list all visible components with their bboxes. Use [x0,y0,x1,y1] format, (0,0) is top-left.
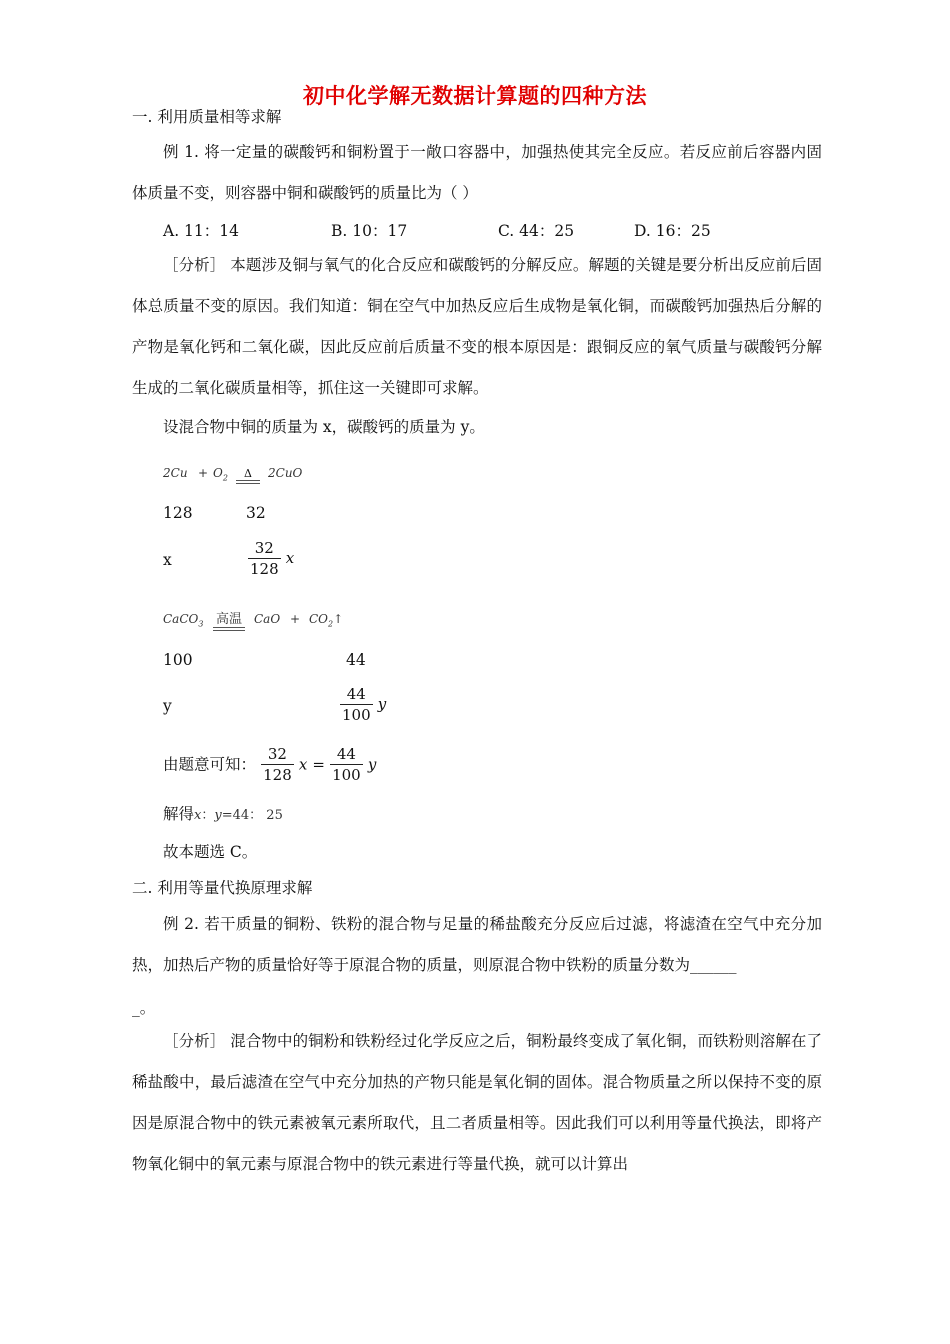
eq1-mass-a: 128 [163,504,193,522]
eq2-var: y [163,697,172,715]
analysis2-text: ［分析］ 混合物中的铜粉和铁粉经过化学反应之后，铜粉最终变成了氧化铜，而铁粉则溶解在了稀盐酸中，最后滤渣在空气中充分加热的产物只能是氧化铜的固体。混合物质量之所以保持不变的原因是原混合物中的铁元素被氧元素所取代，且二者质量相等。因此我们可以利用等量代换法，即将产物氧化铜中的氧元素与原混合物中的铁元素进行等量代换，就可以计算出 [132,1032,822,1173]
eq1-mass-b: 32 [246,504,266,522]
section1-heading: 一. 利用质量相等求解 [132,108,282,126]
eq2-condition-label: 高温 [215,612,242,627]
option-a: A. 11：14 [163,222,239,240]
solve-y: y [214,808,222,823]
equality-frac2-num: 44 [330,744,363,765]
eq1-reactant1: 2Cu [163,466,188,480]
solve-x: x [194,808,202,823]
eq1-plus: + [198,466,209,480]
eq2-product2-sub: 2 [328,619,334,629]
eq2-reactant: CaCO$_3$ [163,612,204,629]
eq1-frac-var: x [285,549,295,567]
option-b: B. 10：17 [331,222,408,240]
eq2-reactant-sub: 3 [198,619,204,629]
solve-label: 解得 [163,805,195,823]
eq2-plus: + [290,612,301,626]
eq2-frac-den: 100 [342,706,371,724]
eq1-condition [236,462,260,484]
equality-label: 由题意可知： [163,755,257,774]
section2-heading: 二. 利用等量代换原理求解 [132,879,313,897]
solve-line [163,804,283,826]
example2-text: 例 2. 若干质量的铜粉、铁粉的混合物与足量的稀盐酸充分反应后过滤，将滤渣在空气中充分加热，加热后产物的质量恰好等于原混合物的质量，则原混合物中铁粉的质量分数为______ [132,915,822,974]
eq2-fraction [340,684,386,725]
equality-frac1-num: 32 [261,744,294,765]
equality-sign: = [312,755,325,774]
eq1-fraction [248,538,294,579]
eq2-mass-a: 100 [163,651,193,669]
eq1-frac-den: 128 [250,560,279,578]
equality-y: y [367,755,377,774]
example2-tail: _。 [132,999,156,1017]
eq1-var: x [163,551,172,569]
eq1-reactant2-sub: 2 [222,473,228,483]
page-title: 初中化学解无数据计算题的四种方法 [303,83,647,108]
equality-x: x [298,755,308,774]
eq2-mass-b: 44 [346,651,366,669]
setup-text: 设混合物中铜的质量为 x，碳酸钙的质量为 y。 [163,418,485,436]
eq1-double-line [236,480,260,484]
gas-arrow-icon: ↑ [333,612,344,626]
eq2-double-line [213,627,245,631]
eq2-frac-num: 44 [340,684,373,705]
eq2-product2: $CO_2↑$ [309,612,344,629]
solve-colon: ： [201,808,215,823]
conclusion-text: 故本题选 C。 [163,843,258,861]
eq2-frac-var: y [377,695,387,713]
option-c: C. 44：25 [498,222,575,240]
eq2-condition [213,608,245,631]
analysis1-text: ［分析］ 本题涉及铜与氧气的化合反应和碳酸钙的分解反应。解题的关键是要分析出反应前后固体总质量不变的原因。我们知道：铜在空气中加热反应后生成物是氧化铜，而碳酸钙加强热后分解的产物是氧化钙和二氧化碳，因此反应前后质量不变的根本原因是：跟铜反应的氧气质量与碳酸钙分解生成的二氧化碳质量相等，抓住这一关键即可求解。 [132,256,822,397]
solve-result: =44： 25 [221,808,283,823]
eq1-frac-num: 32 [248,538,281,559]
equality-frac2-den: 100 [332,766,361,784]
eq1-product: 2CuO [268,466,303,480]
example1-text: 例 1. 将一定量的碳酸钙和铜粉置于一敞口容器中，加强热使其完全反应。若反应前后容器内固体质量不变，则容器中铜和碳酸钙的质量比为（ ） [132,143,822,202]
option-d: D. 16：25 [634,222,711,240]
equality-frac1-den: 128 [263,766,292,784]
equality-line [163,744,376,785]
eq1-reactant2: $O_2$ [213,466,228,483]
eq2-product1: CaO [254,612,281,626]
eq1-condition-label: Δ [244,467,252,480]
